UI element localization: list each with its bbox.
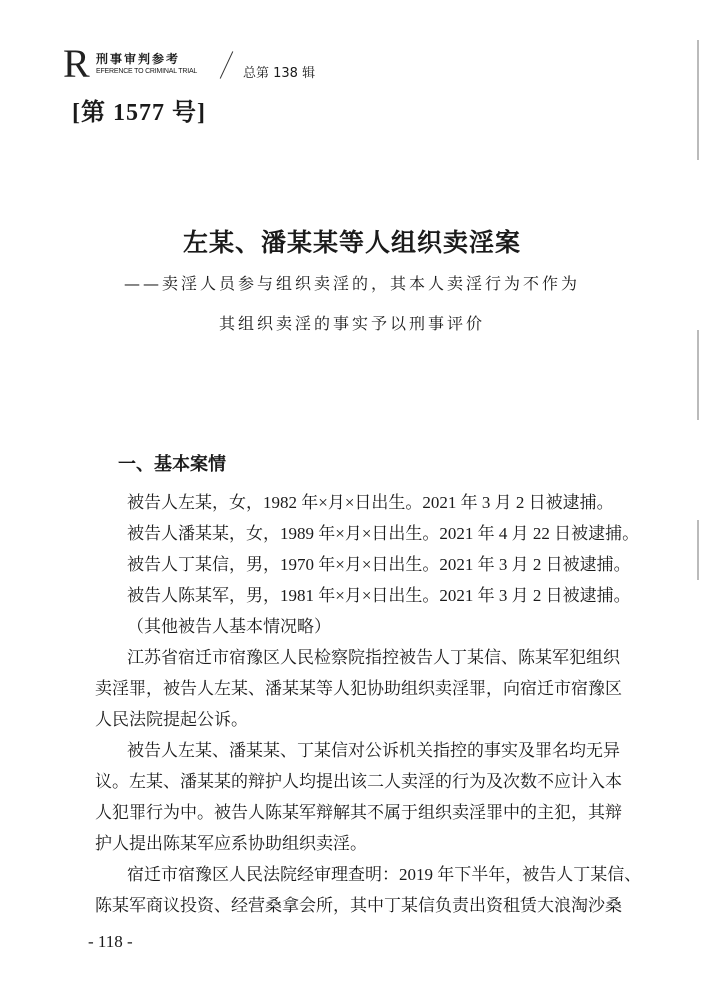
- body-line: 人犯罪行为中。被告人陈某军辩解其不属于组织卖淫罪中的主犯，其辩: [95, 803, 622, 822]
- page-number: - 118 -: [88, 932, 133, 951]
- case-number: [第 1577 号]: [72, 100, 206, 126]
- body-line: 卖淫罪，被告人左某、潘某某等人犯协助组织卖淫罪，向宿迁市宿豫区: [95, 679, 622, 698]
- scan-edge: [697, 520, 699, 580]
- body-line: 被告人丁某信，男，1970 年×月×日出生。2021 年 3 月 2 日被逮捕。: [127, 555, 631, 574]
- body-line: 宿迁市宿豫区人民法院经审理查明：2019 年下半年，被告人丁某信、: [127, 865, 642, 884]
- issue-number: 总第 138 辑: [243, 66, 316, 81]
- body-line: 被告人潘某某，女，1989 年×月×日出生。2021 年 4 月 22 日被逮捕。: [127, 524, 640, 543]
- page-title: 左某、潘某某等人组织卖淫案: [182, 228, 521, 257]
- body-line: （其他被告人基本情况略）: [127, 617, 331, 636]
- subtitle-line-2: 其组织卖淫的事实予以刑事评价: [218, 314, 485, 333]
- scan-edge: [697, 330, 699, 420]
- body-line: 护人提出陈某军应系协助组织卖淫。: [95, 834, 367, 853]
- journal-english-name: EFERENCE TO CRIMINAL TRIAL: [96, 68, 198, 75]
- body-line: 陈某军商议投资、经营桑拿会所，其中丁某信负责出资租赁大浪淘沙桑: [95, 896, 622, 915]
- journal-name: 刑事审判参考: [96, 52, 181, 66]
- body-line: 人民法院提起公诉。: [95, 710, 248, 729]
- body-line: 议。左某、潘某某的辩护人均提出该二人卖淫的行为及次数不应计入本: [95, 772, 622, 791]
- body-line: 被告人左某、潘某某、丁某信对公诉机关指控的事实及罪名均无异: [127, 741, 620, 760]
- body-line: 被告人左某，女，1982 年×月×日出生。2021 年 3 月 2 日被逮捕。: [127, 493, 614, 512]
- header-divider: [220, 51, 234, 79]
- section-heading: 一、基本案情: [118, 454, 226, 475]
- body-line: 江苏省宿迁市宿豫区人民检察院指控被告人丁某信、陈某军犯组织: [127, 648, 620, 667]
- journal-logo-r: R: [63, 41, 90, 86]
- body-line: 被告人陈某军，男，1981 年×月×日出生。2021 年 3 月 2 日被逮捕。: [127, 586, 631, 605]
- subtitle-line-1: ——卖淫人员参与组织卖淫的，其本人卖淫行为不作为: [123, 274, 580, 293]
- scan-edge: [697, 40, 699, 160]
